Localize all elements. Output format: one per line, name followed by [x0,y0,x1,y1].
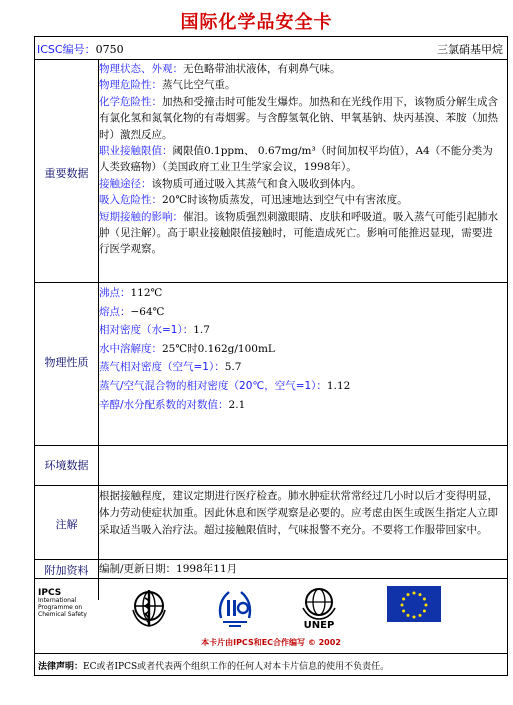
physical-hazard-key: 物理危险性： [99,79,162,92]
ipcs-title: IPCS [38,588,62,598]
unep-logo-icon [297,586,341,620]
update-date: 编制/更新日期：1998年11月 [99,563,238,575]
chemical-hazard-key: 化学危险性： [99,95,162,108]
octanol-water-value: 2.1 [228,398,246,411]
inhalation-risk-key: 吸入危险性： [99,194,162,207]
notes-content: 根据接触程度，建议定期进行医疗检查。肺水肿症状常常经过几小时以后才变得明显，体力劳动使症状加重。因此休息和医学观察是必要的。应考虑由医生或医生指定人立即采取适当吸入治疗法。超过接触限值时，气味报警不充分。不要将工作服带回家中。 [99,490,498,536]
boiling-point-value: 112℃ [130,287,163,299]
inhalation-risk-text: 20℃时该物质蒸发，可迅速地达到空气中有害浓度。 [162,194,408,207]
environmental-data-label: 环境数据 [44,459,89,472]
appearance-key: 物理状态、外观： [99,63,183,75]
ilo-logo-icon [215,588,255,632]
unep-label: UNEP [303,620,335,631]
appearance-text: 无色略带油状液体，有刺鼻气味。 [183,63,341,75]
vapour-density-value: 5.7 [224,361,242,374]
who-logo-icon [129,588,169,628]
physical-hazard-text: 蒸气比空气重。 [162,79,236,92]
short-term-effects-key: 短期接触的影响： [99,210,183,223]
exposure-route-key: 接触途径： [99,177,152,190]
exposure-route-text: 该物质可通过吸入其蒸气和食入吸收到体内。 [151,177,362,190]
icsc-number: 0750 [95,43,124,56]
eu-flag-icon [387,586,441,622]
ipcs-logo-text: IPCS International Programme on Chemical Safety [38,588,87,618]
octanol-water-key: 辛醇/水分配系数的对数值： [99,398,229,411]
vapour-mixture-density-key: 蒸气/空气混合物的相对密度（20℃，空气=1）： [99,379,327,392]
header-row [35,37,507,59]
melting-point-value: −64℃ [130,305,165,318]
vapour-mixture-density-value: 1.12 [326,379,351,392]
boiling-point-key: 沸点： [99,287,131,299]
exposure-limit-key: 职业接触限值： [99,145,173,158]
chemical-name: 三氯硝基甲烷 [437,43,503,56]
physical-properties-label: 物理性质 [44,356,89,369]
chemical-hazard-text: 加热和受撞击时可能发生爆炸。加热和在光线作用下，该物质分解生成含有氯化氢和氮氧化物的有毒烟雾。与含醇氢氧化钠、甲氧基钠、炔丙基溴、苯胺（加热时）激烈反应。 [99,95,498,141]
credit-line: 本卡片由IPCS和EC合作编写 © 2002 [201,638,341,647]
legal-statement [38,659,389,672]
additional-info-label: 附加资料 [44,564,89,577]
relative-density-value: 1.7 [193,324,210,337]
safety-card [34,36,508,676]
legal-text: EC或者IPCS或者代表两个组织工作的任何人对本卡片信息的使用不负责任。 [83,662,390,672]
water-solubility-key: 水中溶解度： [99,342,162,355]
card-title: 国际化学品安全卡 [180,12,333,33]
icsc-label: ICSC编号： [37,43,96,56]
relative-density-key: 相对密度（水=1）： [99,324,194,337]
vapour-density-key: 蒸气相对密度（空气=1）： [99,361,225,374]
short-term-effects-text: 催泪。该物质强烈刺激眼睛、皮肤和呼吸道。吸入蒸气可能引起肺水肿（见注解）。高于职业接触限值接触时，可能造成死亡。影响可能推迟显现，需要进行医学观察。 [99,210,498,256]
important-data-content [99,61,503,258]
melting-point-key: 熔点： [99,305,131,318]
water-solubility-value: 25℃时0.162g/100mL [162,342,275,355]
important-data-label: 重要数据 [44,167,89,180]
notes-label: 注解 [55,518,78,531]
physical-properties-content [99,284,503,414]
legal-label: 法律声明： [38,662,84,672]
exposure-limit-text: 阈限值0.1ppm、 0.67mg/m³（时间加权平均值），A4（不能分类为人类致癌物）（美国政府工业卫生学家会议，1998年）。 [99,145,493,174]
